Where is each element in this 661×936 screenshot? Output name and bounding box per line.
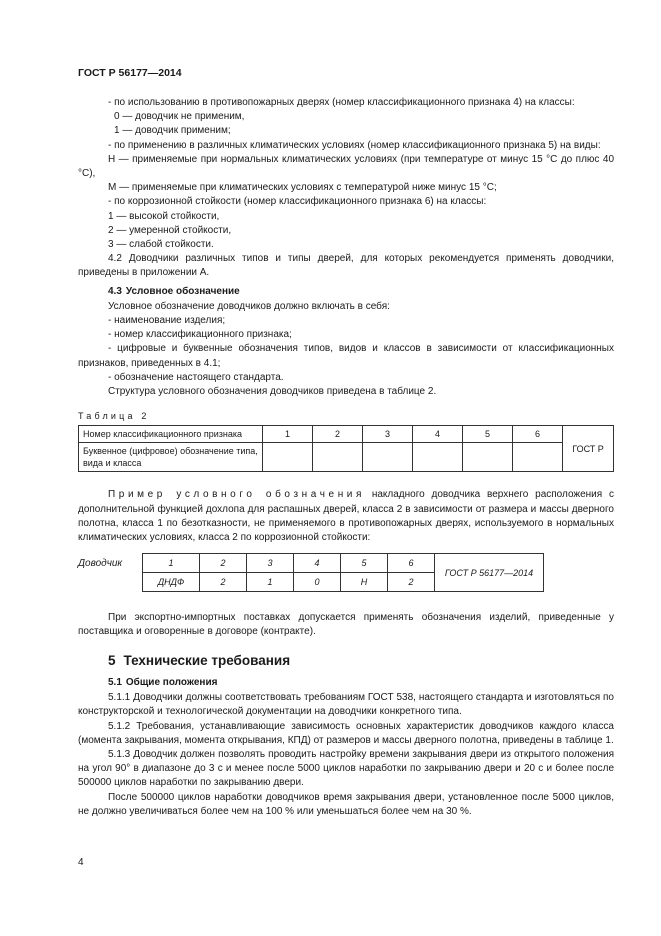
paragraph: Структура условного обозначения доводчиков приведена в таблице 2. [108, 386, 437, 398]
list-item: 0 — доводчик не применим, [114, 111, 245, 123]
table-cell-gost: ГОСТ Р [563, 426, 614, 472]
table-cell: 3 [363, 426, 413, 443]
section-heading-5 [108, 654, 614, 668]
paragraph: М — применяемые при климатических условиях с температурой ниже минус 15 °С; [108, 182, 497, 194]
page-content [78, 96, 614, 819]
table-row [79, 443, 614, 472]
page-number: 4 [78, 857, 84, 868]
table-cell: 1 [263, 426, 313, 443]
example-paragraph [78, 488, 614, 545]
paragraph: 4.2 Доводчики различных типов и типы дверей, для которых рекомендуется применять доводчики, приведены в приложении А. [78, 253, 614, 279]
table-cell: 4 [294, 554, 341, 573]
example-text: накладного доводчика верхнего расположения с дополнительной функцией дохлопа для распашных дверей, класса 2 в зависимости от размера и массы дверного полотна, класса 1 по безотказности, не применяемого в противопожарных дверях, используемого в нормальных климатических условиях, класса 2 по коррозионной стойкости: [78, 489, 614, 544]
paragraph: 5.1.1 Доводчики должны соответствовать требованиям ГОСТ 538, настоящего стандарта и изготовляться по конструкторской и технологической документации на доводчики конкретного типа. [78, 692, 614, 718]
table-cell-label: Буквенное (цифровое) обозначение типа, вида и класса [79, 443, 263, 472]
table-cell: 6 [513, 426, 563, 443]
table-cell-empty [463, 443, 513, 472]
table-cell: 2 [200, 573, 247, 592]
list-item: 2 — умеренной стойкости, [108, 224, 232, 236]
list-item: - номер классификационного признака; [108, 329, 292, 341]
paragraph: После 500000 циклов наработки доводчиков время закрывания двери, установленное после 5000 циклов, не должно увеличиваться более чем на 100 % или уменьшаться более чем на 30 %. [78, 791, 614, 817]
subsection-heading-5-1 [108, 676, 614, 690]
subsection-title: Общие положения [125, 676, 218, 688]
paragraph: Условное обозначение доводчиков должно включать в себя: [108, 300, 390, 312]
list-item: - обозначение настоящего стандарта. [108, 371, 284, 383]
table-cell-empty [263, 443, 313, 472]
list-item: 3 — слабой стойкости. [108, 239, 214, 251]
list-item: 1 — доводчик применим; [114, 125, 231, 137]
table-cell: 1 [143, 554, 200, 573]
table-cell: 0 [294, 573, 341, 592]
table-cell-label: Номер классификационного признака [79, 426, 263, 443]
table-cell: ДНДФ [143, 573, 200, 592]
table-cell: 6 [388, 554, 435, 573]
section-title: Технические требования [123, 652, 291, 668]
list-item: - наименование изделия; [108, 315, 226, 327]
table-cell-empty [413, 443, 463, 472]
export-note: При экспортно-импортных поставках допускается применять обозначения изделий, приведенные у поставщика и оговоренные в договоре (контракте). [78, 612, 614, 638]
table-cell: 2 [200, 554, 247, 573]
paragraph: - по использованию в противопожарных дверях (номер классификационного признака 4) на классы: [108, 97, 575, 108]
paragraph: 5.1.2 Требования, устанавливающие зависимость основных характеристик доводчиков каждого класса (момента закрывания, момента открывания, КПД) от размеров и массы дверного полотна, приведены в таблице 1. [78, 720, 614, 746]
table-cell: 2 [388, 573, 435, 592]
table-cell: 3 [247, 554, 294, 573]
example-table [142, 553, 544, 592]
table-cell-empty [363, 443, 413, 472]
list-item: - цифровые и буквенные обозначения типов, видов и классов в зависимости от классификационных признаков, приведенных в 4.1; [78, 343, 614, 369]
subsection-number: 5.1 [108, 676, 122, 688]
paragraph: - по применению в различных климатических условиях (номер классификационного признака 5) на виды: [108, 139, 601, 151]
table-cell: 5 [341, 554, 388, 573]
table-2 [78, 425, 614, 472]
table-cell: 1 [247, 573, 294, 592]
running-header: ГОСТ Р 56177—2014 [78, 67, 182, 79]
table-row [143, 554, 544, 573]
paragraph: - по коррозионной стойкости (номер классификационного признака 6) на классы: [108, 196, 487, 208]
example-designation [78, 557, 614, 603]
paragraph: Н — применяемые при нормальных климатических условиях (при температуре от минус 15 °С до плюс 40 °С), [78, 153, 614, 180]
example-lead: Пример условного обозначения [108, 489, 366, 501]
table-cell: 5 [463, 426, 513, 443]
subsection-heading-4-3 [108, 285, 614, 299]
subsection-number: 4.3 [108, 285, 122, 297]
table-2-caption: Таблица 2 [78, 411, 150, 422]
table-row [79, 426, 614, 443]
subsection-title: Условное обозначение [125, 285, 240, 297]
section-number: 5 [108, 652, 116, 668]
table-cell: Н [341, 573, 388, 592]
table-cell-gost: ГОСТ Р 56177—2014 [435, 554, 544, 592]
table-cell: 2 [313, 426, 363, 443]
table-cell-empty [513, 443, 563, 472]
table-cell: 4 [413, 426, 463, 443]
list-item: 1 — высокой стойкости, [108, 210, 220, 222]
paragraph: 5.1.3 Доводчик должен позволять проводить настройку времени закрывания двери из открытого положения на угол 90° в диапазоне до 3 с и менее после 5000 циклов наработки по закрыванию двери и 20 с и более после 500000 циклов наработки по закрыванию двери. [78, 748, 614, 789]
example-label: Доводчик [78, 558, 123, 570]
table-cell-empty [313, 443, 363, 472]
